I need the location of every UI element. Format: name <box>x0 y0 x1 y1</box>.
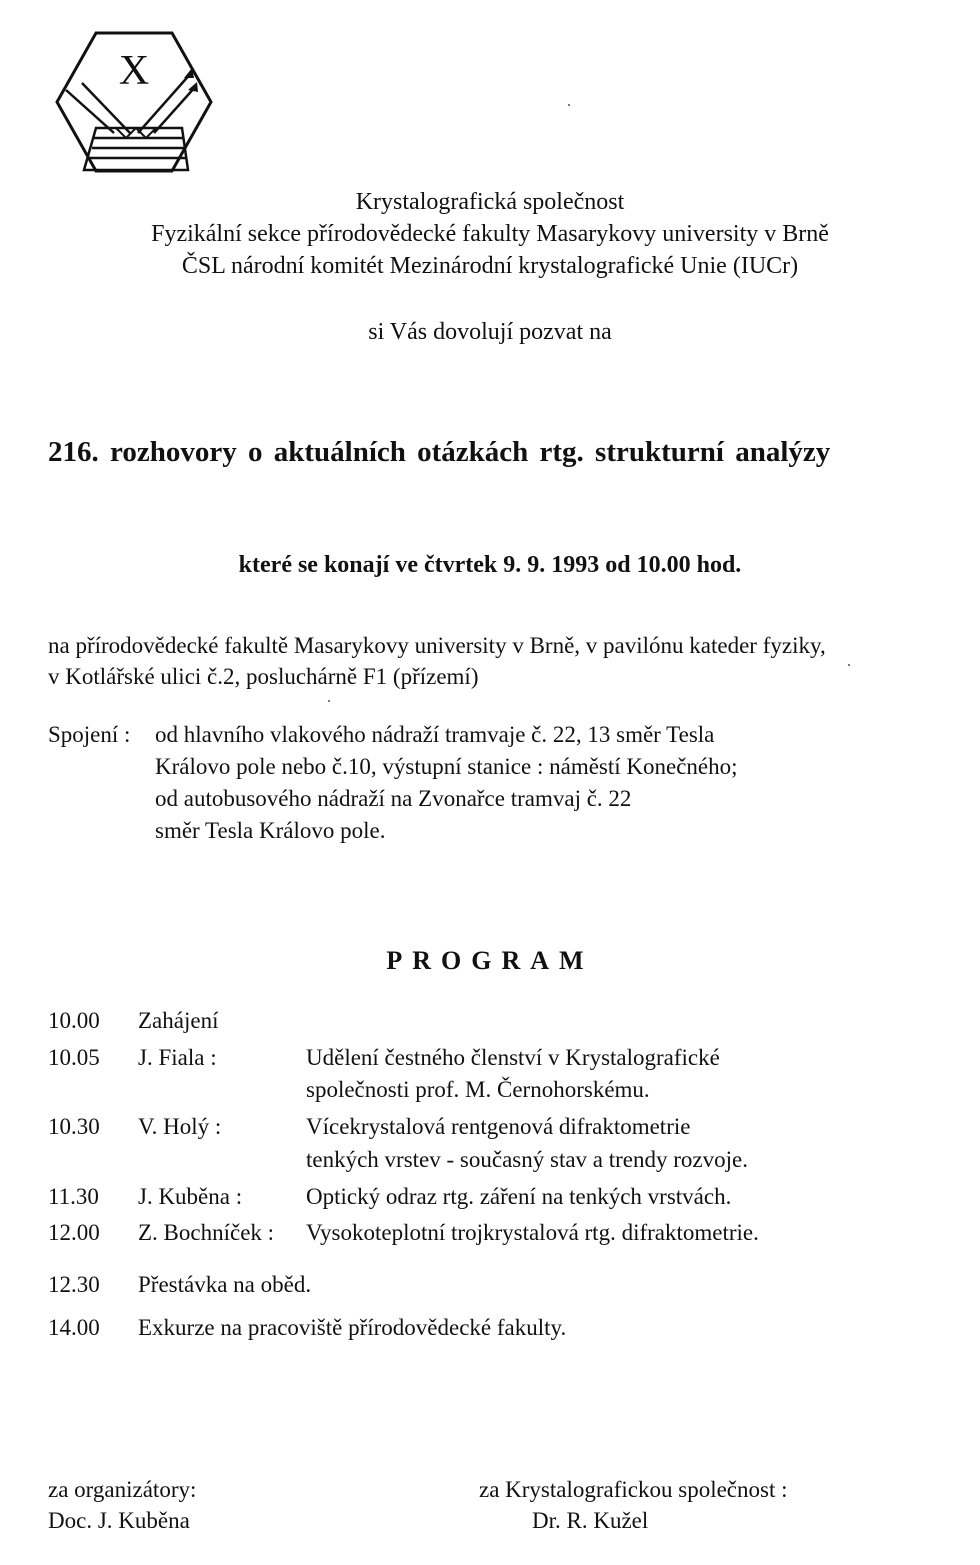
program-speaker: J. Kuběna : <box>138 1184 243 1209</box>
program-speaker: Exkurze na pracoviště přírodovědecké fakulty. <box>138 1315 567 1340</box>
program-time: 10.30 <box>48 1114 100 1139</box>
program-time: 12.00 <box>48 1220 100 1245</box>
program-heading: PROGRAM <box>386 946 594 975</box>
transport-line: od hlavního vlakového nádraží tramvaje č. 22, 13 směr Tesla <box>155 722 715 747</box>
program-speaker: Z. Bochníček : <box>138 1220 275 1245</box>
transport-line: směr Tesla Královo pole. <box>155 818 386 843</box>
program-talk: Udělení čestného členství v Krystalografické <box>306 1045 720 1070</box>
organizer-label: za organizátory: <box>48 1477 197 1502</box>
program-talk: Vysokoteplotní trojkrystalová rtg. difraktometrie. <box>306 1220 759 1245</box>
venue-line-1: na přírodovědecké fakultě Masarykovy university v Brně, v pavilónu kateder fyziky, <box>48 633 826 658</box>
faculty-section: Fyzikální sekce přírodovědecké fakulty Masarykovy university v Brně <box>151 221 829 247</box>
program-time: 11.30 <box>48 1184 99 1209</box>
society-signature-label: za Krystalografickou společnost : <box>479 1477 788 1502</box>
transport-label: Spojení : <box>48 722 131 747</box>
scan-speck <box>848 664 850 666</box>
program-talk: Optický odraz rtg. záření na tenkých vrstvách. <box>306 1184 732 1209</box>
program-speaker: Přestávka na oběd. <box>138 1272 312 1297</box>
event-title: 216. rozhovory o aktuálních otázkách rtg. strukturní analýzy <box>48 436 831 468</box>
program-time: 10.05 <box>48 1045 100 1070</box>
program-speaker: J. Fiala : <box>138 1045 217 1070</box>
program-speaker: V. Holý : <box>138 1114 222 1139</box>
program-time: 14.00 <box>48 1315 100 1340</box>
program-speaker: Zahájení <box>138 1008 219 1033</box>
transport-line: od autobusového nádraží na Zvonařce tramvaj č. 22 <box>155 786 632 811</box>
logo-letter: X <box>118 48 150 94</box>
event-date-line: které se konají ve čtvrtek 9. 9. 1993 od 10.00 hod. <box>238 552 742 578</box>
scan-speck <box>328 700 330 702</box>
scan-speck <box>568 104 570 106</box>
society-name: Krystalografická společnost <box>355 189 625 215</box>
program-talk: společnosti prof. M. Černohorskému. <box>306 1077 650 1102</box>
program-time: 12.30 <box>48 1272 100 1297</box>
transport-line: Královo pole nebo č.10, výstupní stanice : náměstí Konečného; <box>155 754 738 779</box>
program-talk: tenkých vrstev - současný stav a trendy rozvoje. <box>306 1147 748 1172</box>
program-talk: Vícekrystalová rentgenová difraktometrie <box>306 1114 691 1139</box>
crystallography-society-logo <box>54 30 214 175</box>
national-committee: ČSL národní komitét Mezinárodní krystalografické Unie (IUCr) <box>181 253 799 279</box>
society-signature-name: Dr. R. Kužel <box>532 1508 649 1533</box>
program-time: 10.00 <box>48 1008 100 1033</box>
invitation-line: si Vás dovolují pozvat na <box>368 319 612 345</box>
organizer-name: Doc. J. Kuběna <box>48 1508 190 1533</box>
venue-line-2: v Kotlářské ulici č.2, posluchárně F1 (přízemí) <box>48 664 479 689</box>
